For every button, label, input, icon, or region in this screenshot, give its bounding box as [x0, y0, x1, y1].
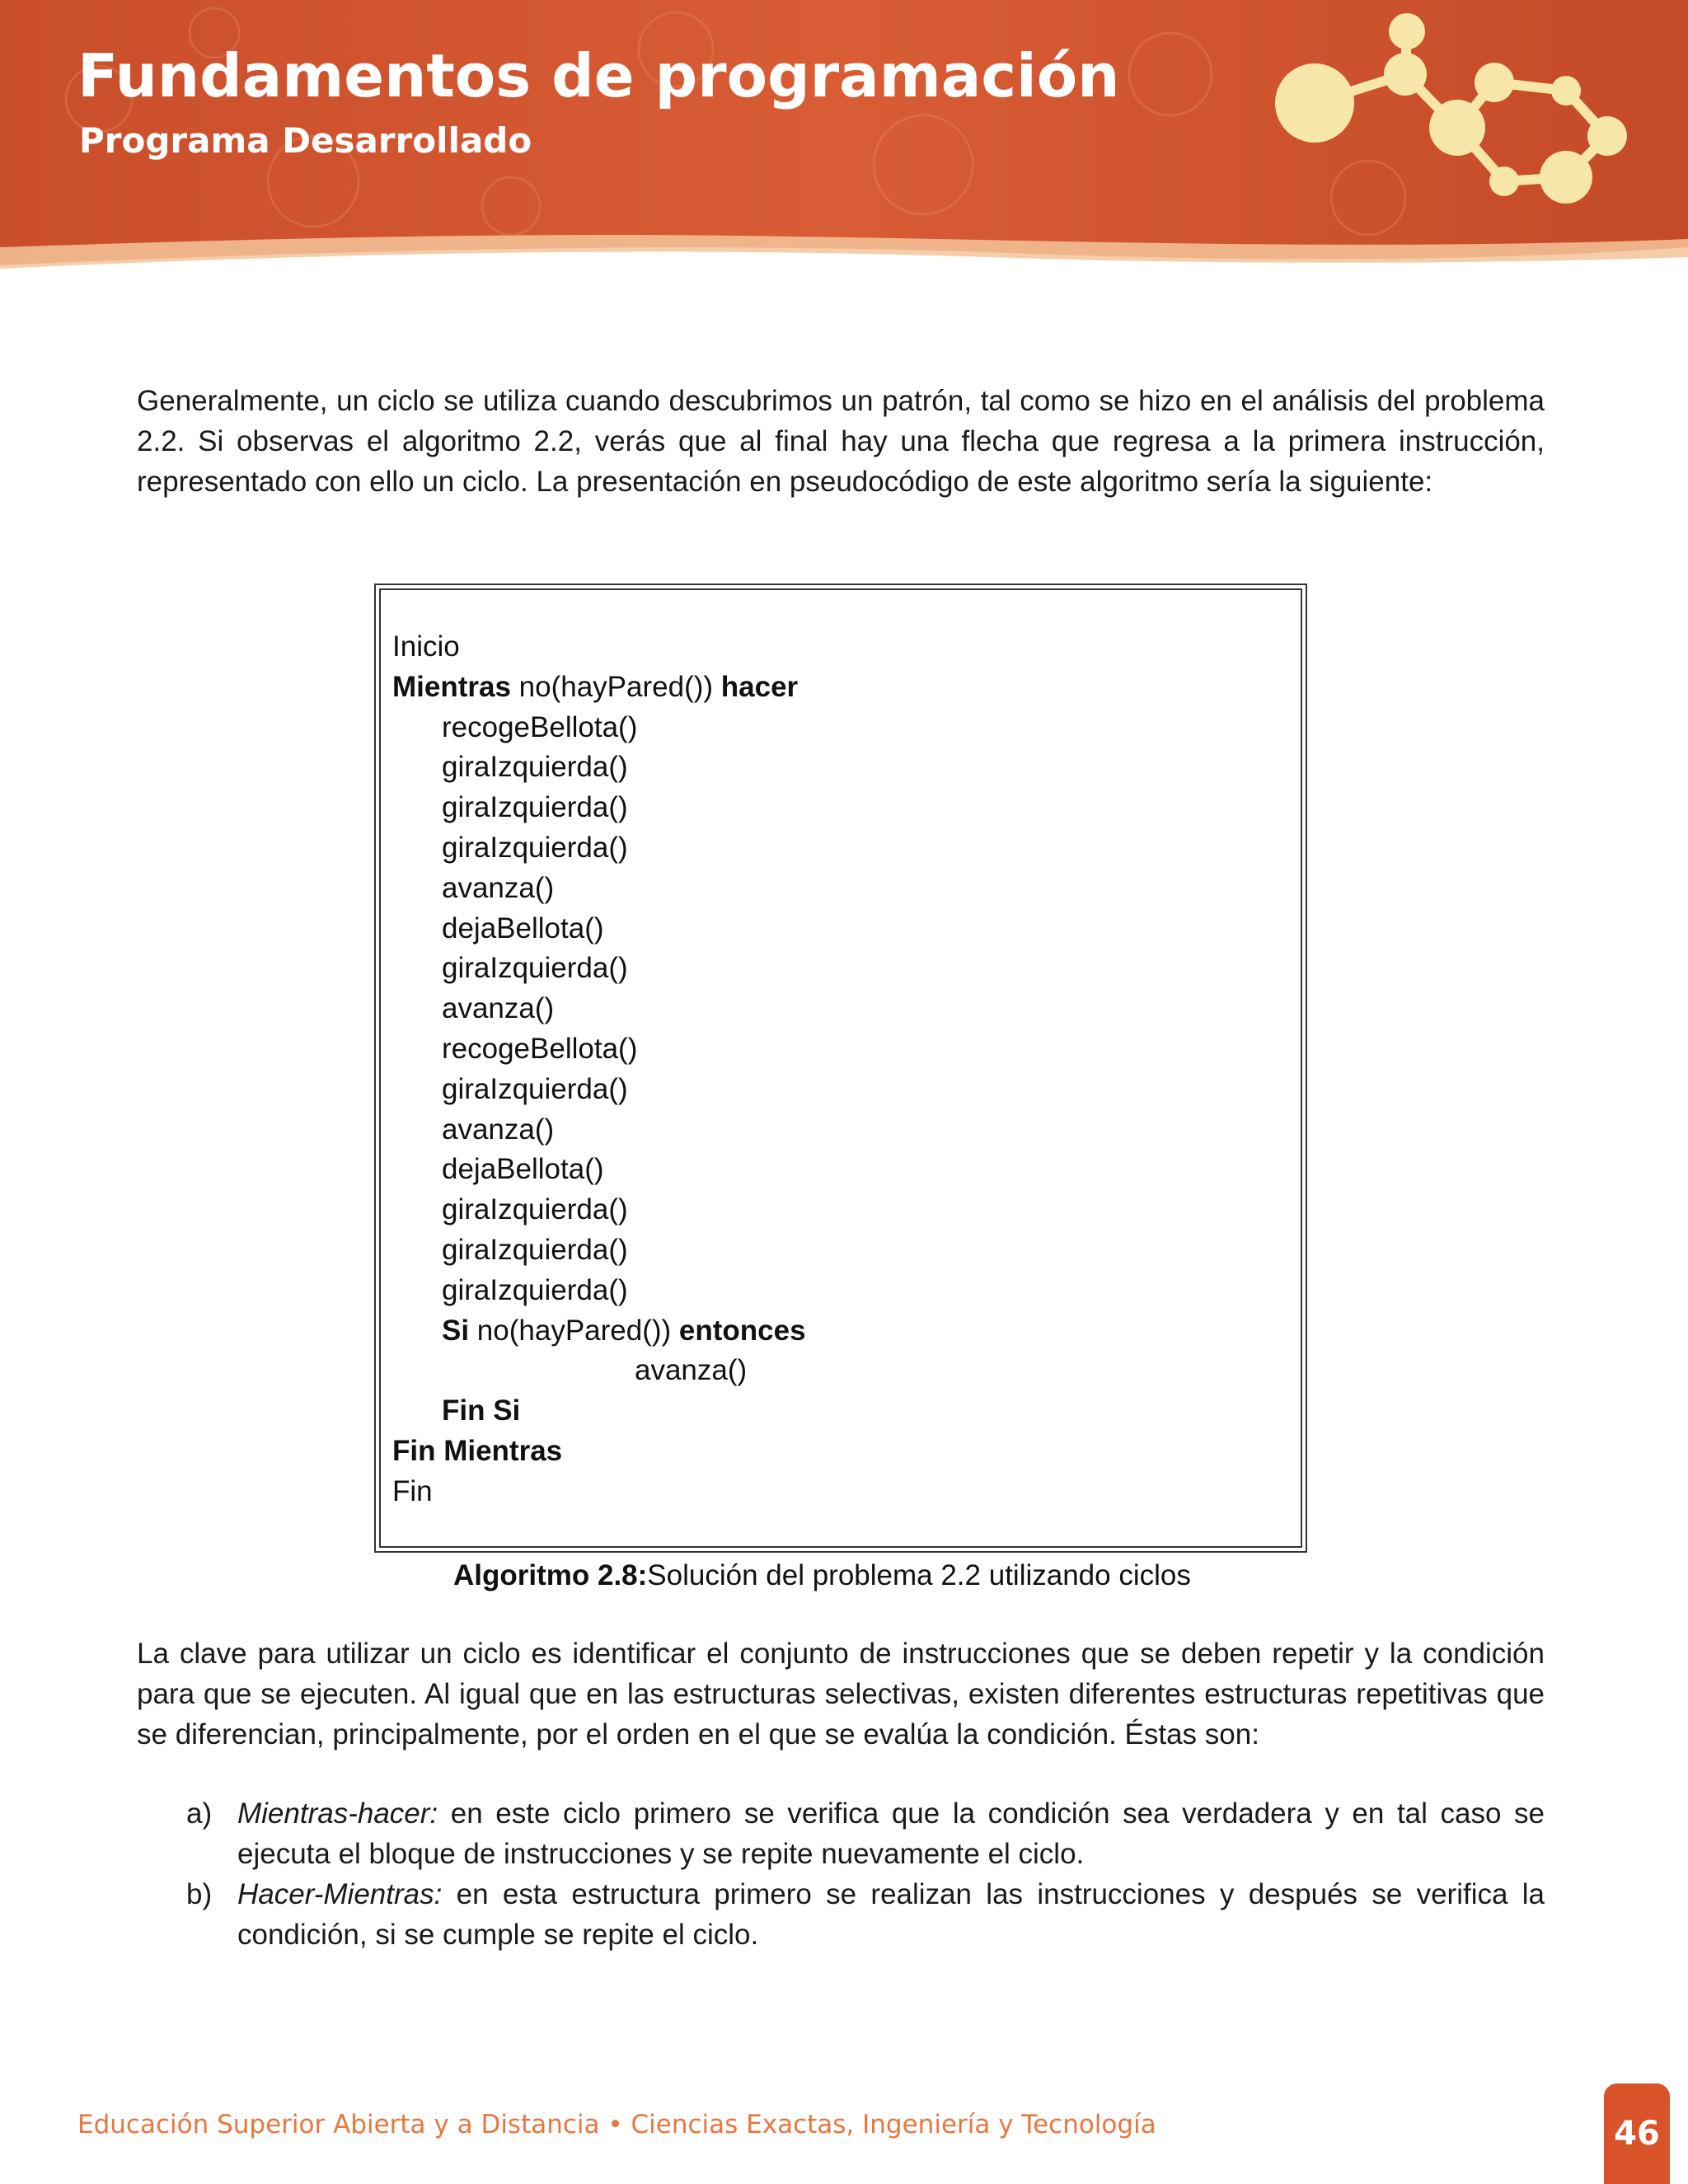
page-number: 46: [1614, 2115, 1660, 2153]
code-text: giraIzquierda(): [442, 1072, 628, 1105]
code-text: giraIzquierda(): [442, 832, 628, 864]
code-text: no(hayPared()): [510, 670, 721, 703]
code-line: [392, 1474, 433, 1507]
code-line: [442, 1153, 604, 1186]
code-text: Fin: [392, 1474, 433, 1507]
code-text: dejaBellota(): [442, 912, 604, 944]
list-term: Hacer-Mientras:: [237, 1878, 443, 1910]
list-description: en este ciclo primero se verifica que la condición sea verdadera y en tal caso se ejecuta el bloque de instrucciones y se repite nuevamente el ciclo.: [237, 1797, 1545, 1870]
code-line: [392, 632, 460, 661]
code-text: avanza(): [442, 992, 555, 1025]
code-line: [392, 1436, 562, 1465]
caption-text: Solución del problema 2.2 utilizando ciclos: [647, 1559, 1191, 1591]
code-line: [442, 1115, 554, 1144]
algorithm-caption: [453, 1559, 1191, 1592]
code-line: [442, 871, 555, 904]
code-text: giraIzquierda(): [442, 791, 628, 824]
page-title: Fundamentos de programación: [77, 41, 1120, 110]
code-text: avanza(): [442, 1113, 555, 1146]
code-text: recogeBellota(): [442, 710, 638, 743]
list-term: Mientras-hacer:: [237, 1797, 438, 1830]
code-keyword: Fin Mientras: [392, 1435, 563, 1467]
code-text: giraIzquierda(): [442, 1273, 628, 1306]
code-text: giraIzquierda(): [442, 751, 628, 784]
code-text: no(hayPared()): [469, 1314, 679, 1347]
code-line: [442, 1235, 628, 1264]
code-keyword: Si: [442, 1314, 470, 1347]
list-marker: b): [186, 1878, 213, 1910]
code-text: avanza(): [442, 871, 555, 904]
code-keyword: hacer: [720, 670, 799, 703]
code-line: [635, 1356, 747, 1385]
code-text: avanza(): [635, 1354, 748, 1387]
intro-paragraph: Generalmente, un ciclo se utiliza cuando descubrimos un patrón, tal como se hizo en el análisis del problema 2.2. Si observas el algoritmo 2.2, verás que al final hay una flecha que regresa a la primera instrucción, representado con ello un ciclo. La presentación en pseudocódigo de este algoritmo sería la siguiente:: [137, 385, 1545, 498]
code-line: [442, 914, 604, 943]
code-keyword: entonces: [678, 1314, 806, 1347]
page-subtitle: Programa Desarrollado: [79, 120, 532, 161]
code-text: giraIzquierda(): [442, 952, 628, 985]
code-line: [442, 1195, 628, 1224]
code-text: giraIzquierda(): [442, 1193, 628, 1226]
code-line: [442, 1072, 628, 1105]
code-text: Inicio: [392, 630, 460, 663]
code-line: [442, 793, 628, 822]
code-line: [442, 952, 628, 985]
code-text: giraIzquierda(): [442, 1234, 628, 1266]
code-line: [442, 1396, 520, 1425]
code-line: [442, 1316, 806, 1345]
code-keyword: Mientras: [392, 670, 511, 703]
code-text: dejaBellota(): [442, 1153, 604, 1186]
code-text: recogeBellota(): [442, 1033, 638, 1065]
code-line: [442, 833, 628, 862]
code-line: [442, 994, 554, 1023]
code-keyword: Fin Si: [442, 1394, 521, 1427]
code-line: [442, 1034, 637, 1063]
list-description: en esta estructura primero se realizan las instrucciones y después se verifica la condición, si se cumple se repite el ciclo.: [237, 1878, 1545, 1951]
clave-paragraph: La clave para utilizar un ciclo es identificar el conjunto de instrucciones que se deben repetir y la condición para que se ejecuten. Al igual que en las estructuras selectivas, existen diferentes estructuras repetitivas que se diferencian, principalmente, por el orden en el que se evalúa la condición. Éstas son:: [137, 1638, 1545, 1750]
list-text: [237, 1874, 1545, 1955]
list-marker: a): [186, 1797, 213, 1830]
caption-label: Algoritmo 2.8:: [453, 1559, 648, 1591]
footer-text: Educación Superior Abierta y a Distancia • Ciencias Exactas, Ingeniería y Tecnología: [77, 2110, 1156, 2139]
code-line: [442, 710, 638, 743]
code-line: [442, 751, 628, 784]
header-banner: [0, 0, 1688, 297]
list-text: [237, 1793, 1545, 1874]
code-line: [442, 1273, 628, 1306]
code-line: [392, 670, 799, 703]
